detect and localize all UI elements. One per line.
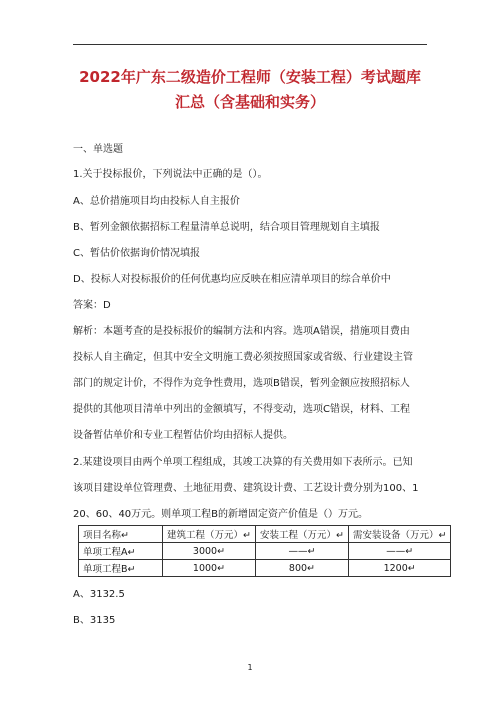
table-cell: 单项工程A↵ xyxy=(79,543,163,560)
table-header-row xyxy=(79,526,451,543)
table-cell: 1000↵ xyxy=(163,560,256,577)
table-cell: 3000↵ xyxy=(163,543,256,560)
table-cell: ——↵ xyxy=(348,543,450,560)
q2-stem-line: 该项目建设单位管理费、土地征用费、建筑设计费、工艺设计费分别为100、1 xyxy=(73,483,419,494)
q1-analysis-line: 投标人自主确定，但其中安全文明施工费必须按照国家或省级、行业建设主管 xyxy=(73,352,413,363)
q1-analysis-line: 解析：本题考查的是投标报价的编制方法和内容。选项A错误，措施项目费由 xyxy=(73,326,410,337)
q1-answer: 答案：D xyxy=(73,300,111,311)
cost-table xyxy=(78,525,451,577)
table-header-cell: 建筑工程（万元）↵ xyxy=(163,526,256,543)
table-cell: 1200↵ xyxy=(348,560,450,577)
q1-option-d: D、投标人对投标报价的任何优惠均应反映在相应清单项目的综合单价中 xyxy=(73,274,391,285)
page-number: 1 xyxy=(247,663,253,672)
table-row xyxy=(79,543,451,560)
document-title-line-1: 2022年广东二级造价工程师（安装工程）考试题库 xyxy=(79,68,421,86)
document-title-line-2: 汇总（含基础和实务） xyxy=(174,93,325,111)
table-cell: 800↵ xyxy=(255,560,348,577)
q1-option-b: B、暂列金额依据招标工程量清单总说明，结合项目管理规划自主填报 xyxy=(73,222,380,233)
q1-option-a: A、总价措施项目均由投标人自主报价 xyxy=(73,196,240,207)
top-rule xyxy=(73,44,427,45)
table-header-cell: 安装工程（万元）↵ xyxy=(255,526,348,543)
section-heading: 一、单选题 xyxy=(73,144,123,155)
table-header-cell: 需安装设备（万元）↵ xyxy=(348,526,450,543)
table-cell: 单项工程B↵ xyxy=(79,560,163,577)
table-cell: ——↵ xyxy=(255,543,348,560)
q2-option-b: B、3135 xyxy=(73,615,116,626)
table-header-cell: 项目名称↵ xyxy=(79,526,163,543)
q1-option-c: C、暂估价依据询价情况填报 xyxy=(73,248,200,259)
q1-analysis-line: 设备暂估单价和专业工程暂估价均由招标人提供。 xyxy=(73,430,293,441)
q1-analysis-line: 部门的规定计价，不得作为竞争性费用，选项B错误，暂列金额应按照招标人 xyxy=(73,378,410,389)
q2-stem-line: 20、60、40万元。则单项工程B的新增固定资产价值是（）万元。 xyxy=(73,509,369,520)
q1-stem: 1.关于投标报价，下列说法中正确的是（）。 xyxy=(73,169,268,180)
q1-analysis-line: 提供的其他项目清单中列出的金额填写，不得变动，选项C错误，材料、工程 xyxy=(73,404,410,415)
q2-stem-line: 2.某建设项目由两个单项工程组成，其竣工决算的有关费用如下表所示。已知 xyxy=(73,457,413,468)
q2-option-a: A、3132.5 xyxy=(73,589,125,600)
table-row xyxy=(79,560,451,577)
